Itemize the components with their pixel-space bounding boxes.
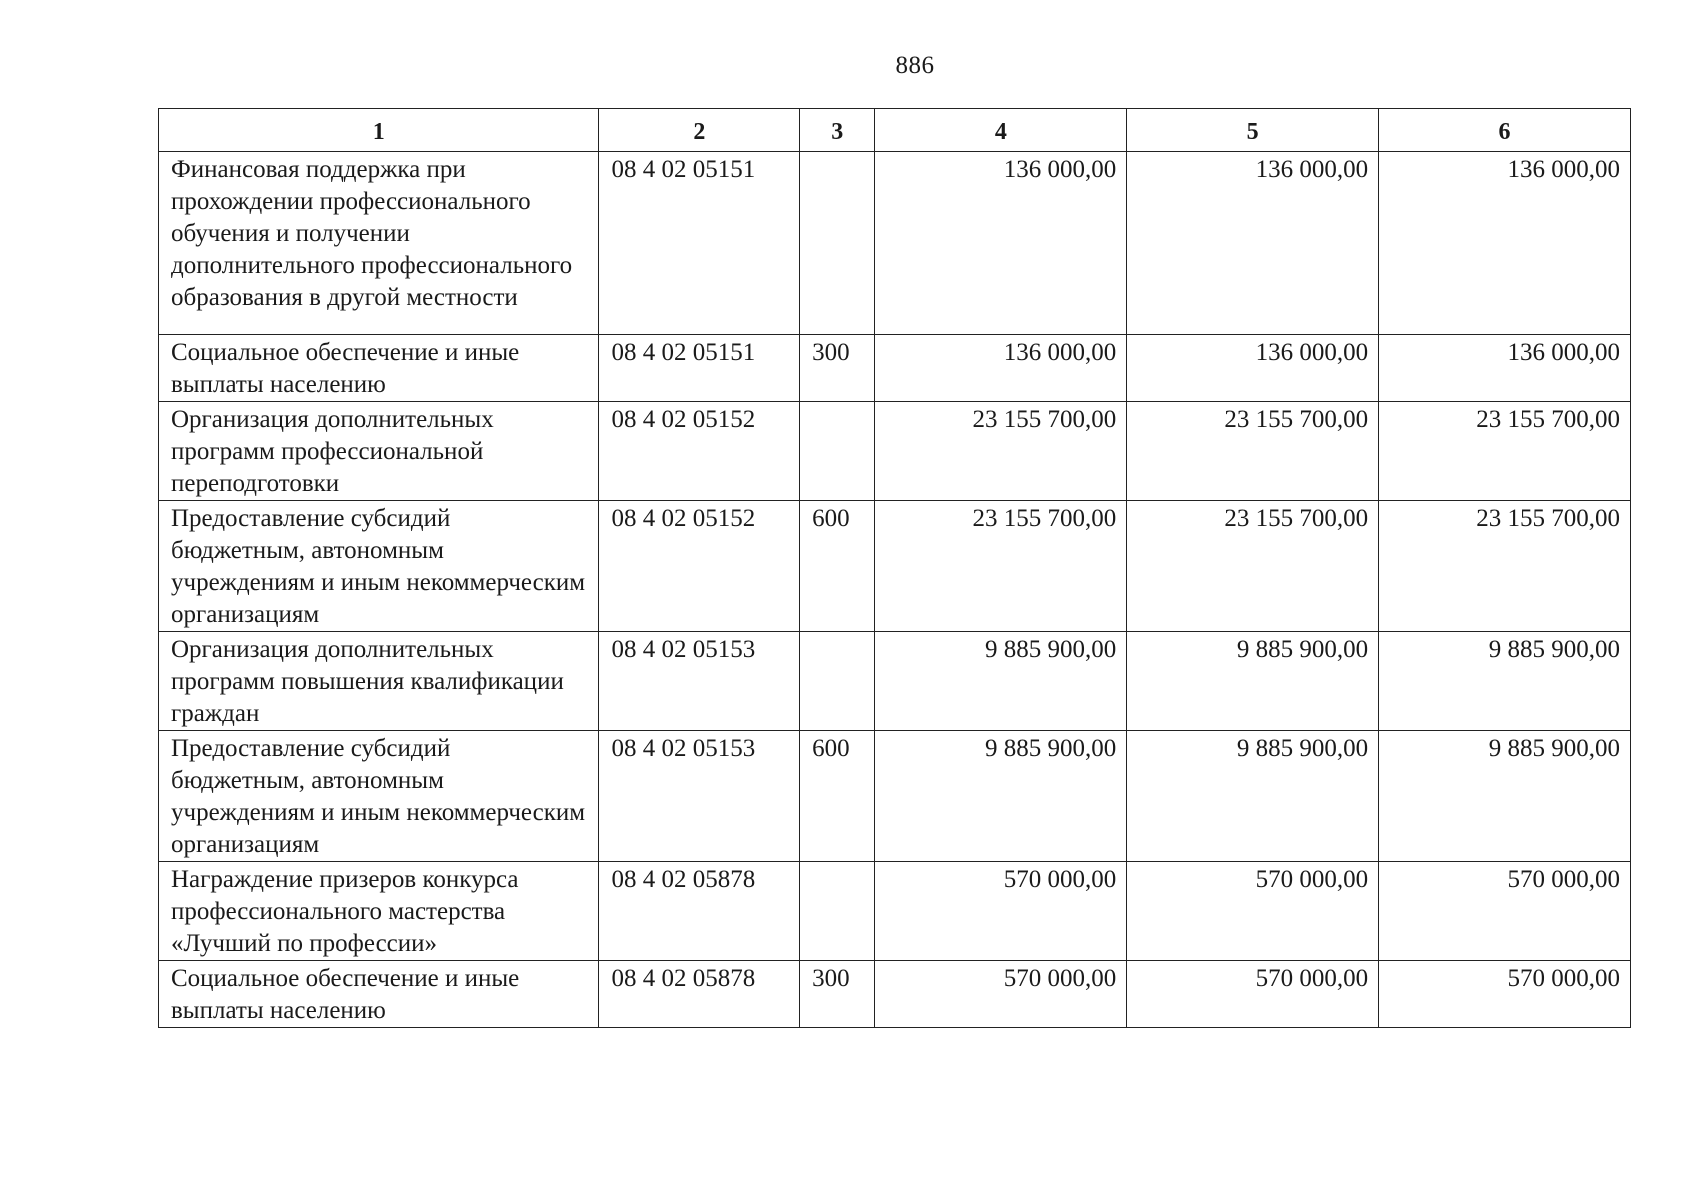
column-header-2: 2 [599,109,800,152]
row-value-6: 570 000,00 [1379,862,1631,961]
row-name: Финансовая поддержка при прохождении профессионального обучения и получении дополнительного профессионального образования в другой местности [159,152,599,335]
row-code: 08 4 02 05878 [599,862,800,961]
table-row [159,862,1631,961]
table-header-row [159,109,1631,152]
budget-table [158,108,1631,1028]
row-name: Награждение призеров конкурса профессионального мастерства «Лучший по профессии» [159,862,599,961]
row-value-6: 9 885 900,00 [1379,731,1631,862]
row-value-4: 9 885 900,00 [875,632,1127,731]
column-header-1: 1 [159,109,599,152]
row-value-4: 23 155 700,00 [875,501,1127,632]
row-value-5: 570 000,00 [1127,862,1379,961]
row-name: Организация дополнительных программ повышения квалификации граждан [159,632,599,731]
row-value-4: 570 000,00 [875,862,1127,961]
row-type [800,632,875,731]
column-header-5: 5 [1127,109,1379,152]
row-value-6: 136 000,00 [1379,335,1631,402]
row-value-5: 23 155 700,00 [1127,402,1379,501]
row-code: 08 4 02 05151 [599,152,800,335]
row-type [800,402,875,501]
row-value-5: 136 000,00 [1127,335,1379,402]
table-row [159,402,1631,501]
table-row [159,501,1631,632]
row-value-6: 9 885 900,00 [1379,632,1631,731]
row-type: 600 [800,731,875,862]
row-value-4: 23 155 700,00 [875,402,1127,501]
row-code: 08 4 02 05152 [599,402,800,501]
row-value-6: 23 155 700,00 [1379,501,1631,632]
row-value-5: 23 155 700,00 [1127,501,1379,632]
row-name: Предоставление субсидий бюджетным, автономным учреждениям и иным некоммерческим организациям [159,731,599,862]
row-code: 08 4 02 05153 [599,731,800,862]
row-type: 300 [800,335,875,402]
row-value-6: 23 155 700,00 [1379,402,1631,501]
table-row [159,335,1631,402]
row-value-4: 136 000,00 [875,152,1127,335]
row-code: 08 4 02 05153 [599,632,800,731]
table-row [159,632,1631,731]
row-value-6: 136 000,00 [1379,152,1631,335]
row-value-4: 136 000,00 [875,335,1127,402]
table-row [159,731,1631,862]
page-number: 886 [895,52,935,79]
row-type [800,152,875,335]
row-value-4: 9 885 900,00 [875,731,1127,862]
row-value-6: 570 000,00 [1379,961,1631,1028]
row-name: Предоставление субсидий бюджетным, автономным учреждениям и иным некоммерческим организациям [159,501,599,632]
column-header-6: 6 [1379,109,1631,152]
row-value-5: 9 885 900,00 [1127,731,1379,862]
row-type: 300 [800,961,875,1028]
table-row [159,152,1631,335]
row-code: 08 4 02 05151 [599,335,800,402]
column-header-4: 4 [875,109,1127,152]
row-value-5: 136 000,00 [1127,152,1379,335]
row-value-5: 9 885 900,00 [1127,632,1379,731]
row-name: Социальное обеспечение и иные выплаты населению [159,961,599,1028]
row-value-4: 570 000,00 [875,961,1127,1028]
table-row [159,961,1631,1028]
row-code: 08 4 02 05878 [599,961,800,1028]
row-code: 08 4 02 05152 [599,501,800,632]
column-header-3: 3 [800,109,875,152]
row-type: 600 [800,501,875,632]
row-name: Социальное обеспечение и иные выплаты населению [159,335,599,402]
row-type [800,862,875,961]
row-value-5: 570 000,00 [1127,961,1379,1028]
row-name: Организация дополнительных программ профессиональной переподготовки [159,402,599,501]
